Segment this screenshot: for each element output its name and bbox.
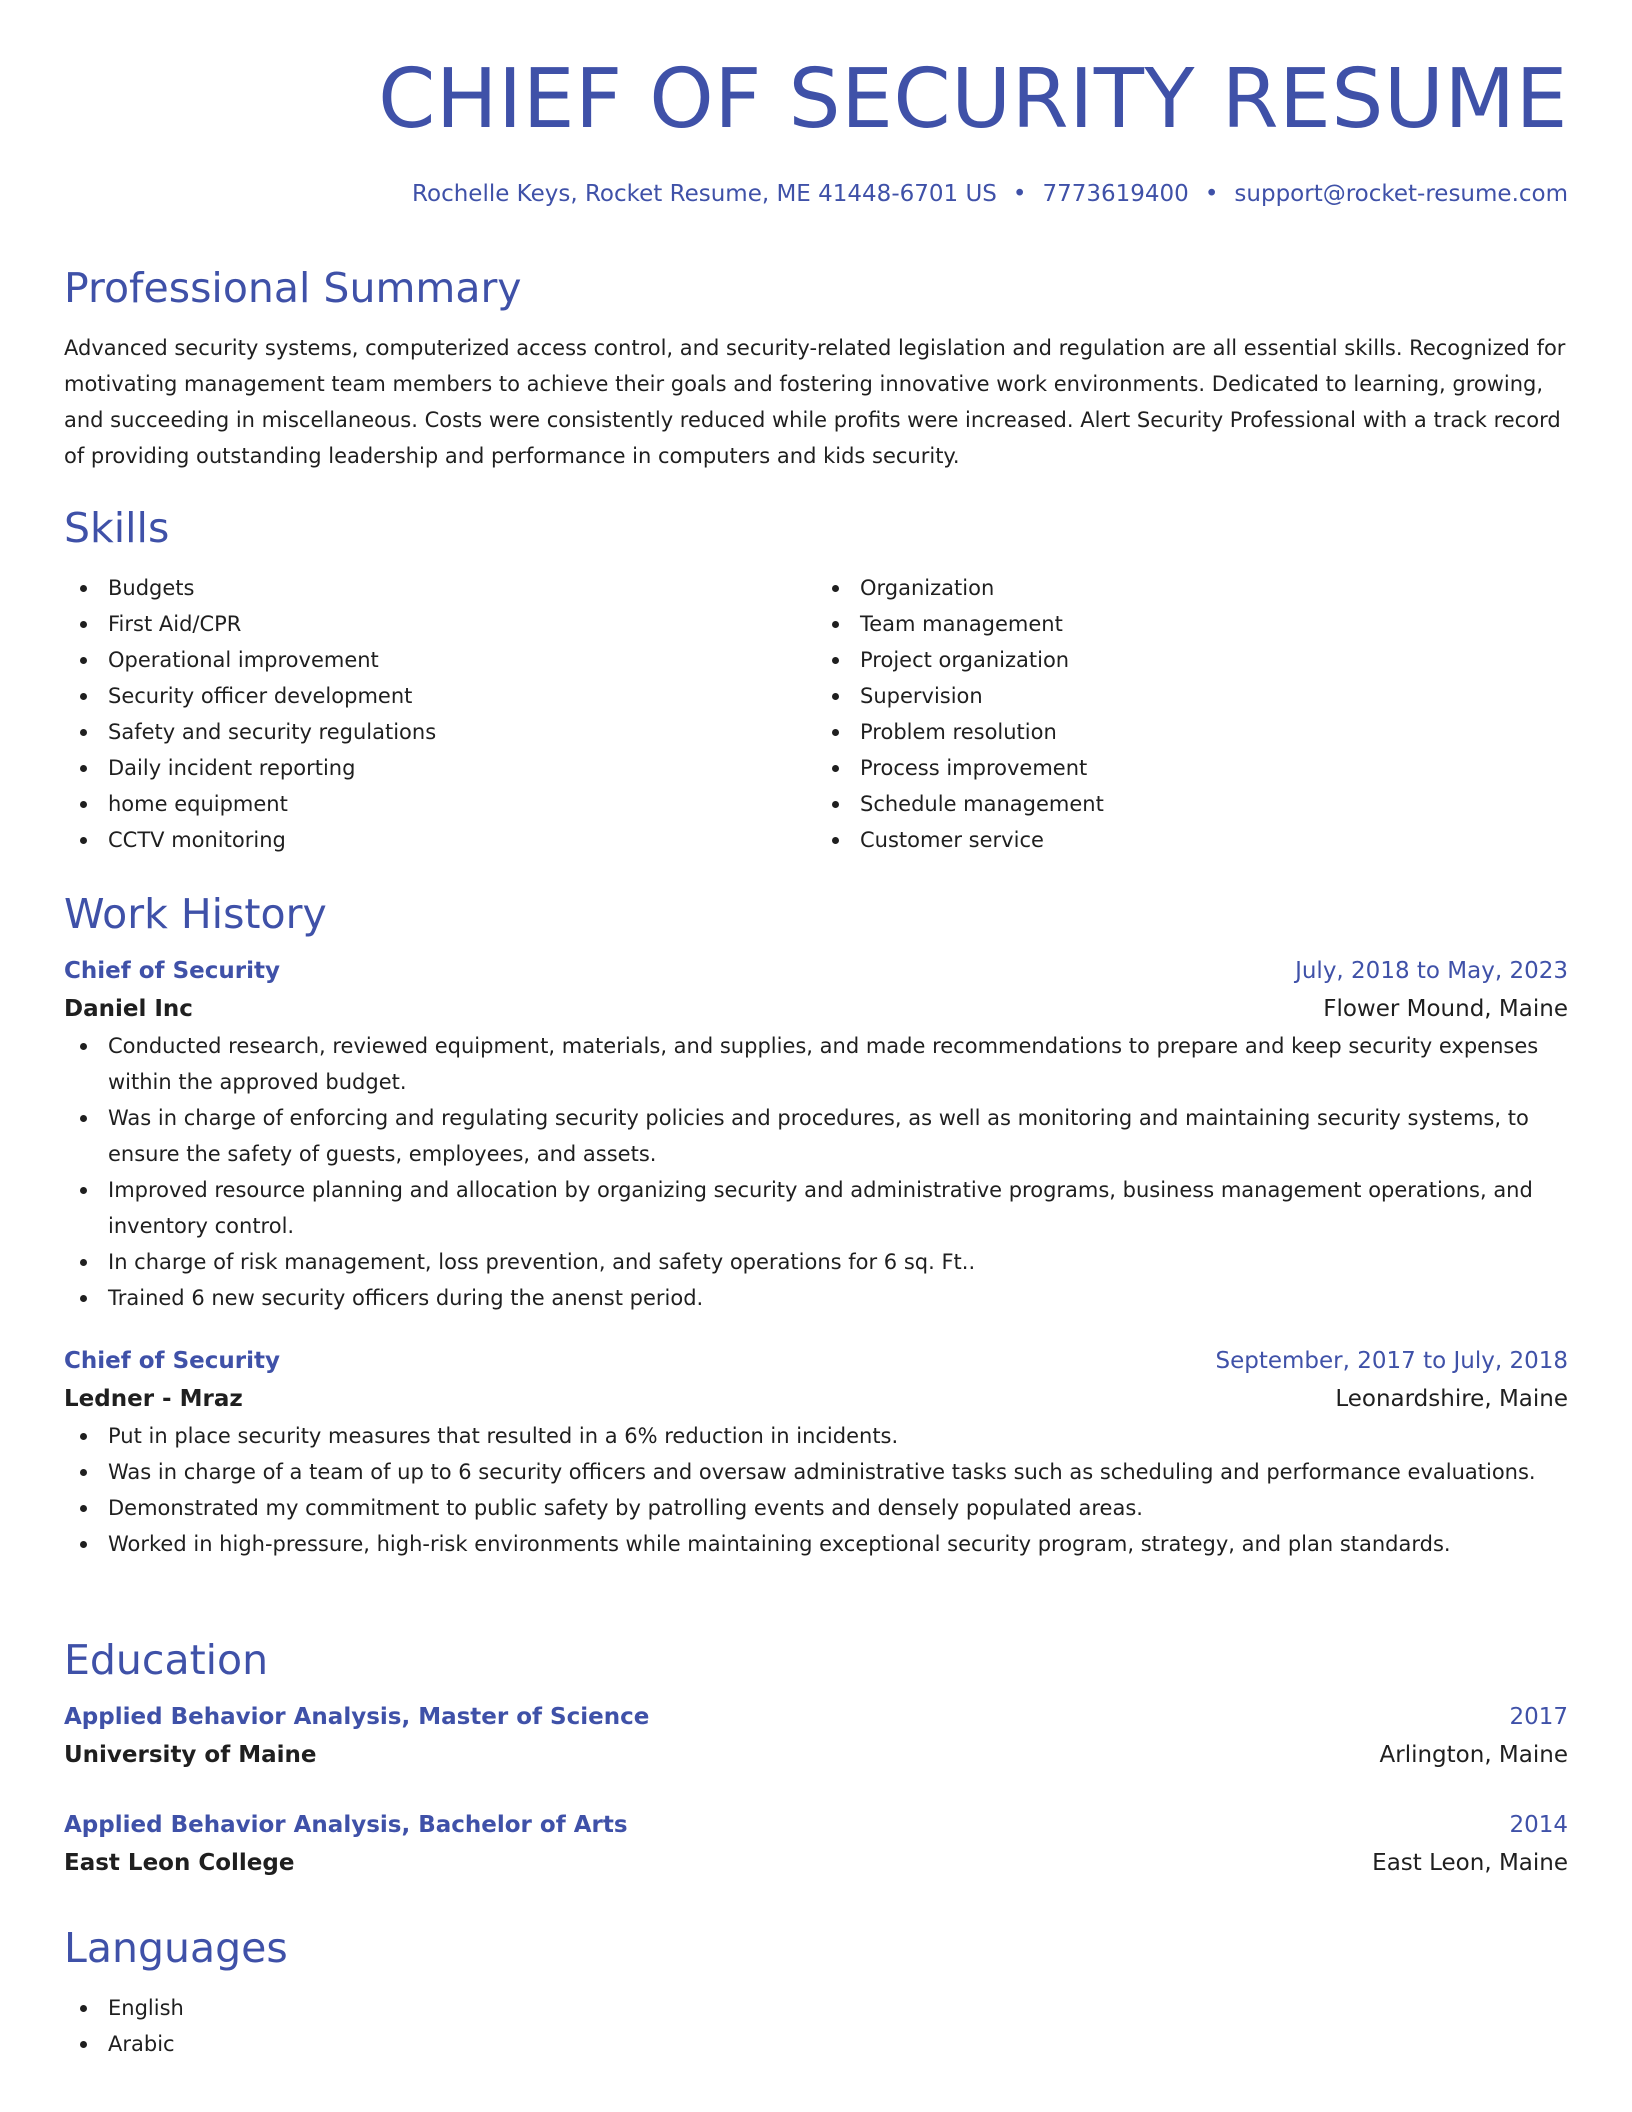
job-header-row [64, 1342, 1568, 1380]
list-item: Was in charge of a team of up to 6 security officers and oversaw administrative tasks such as scheduling and performance evaluations. [64, 1454, 1568, 1490]
skills-columns [64, 570, 1568, 858]
education-heading: Education [64, 1636, 269, 1684]
list-item: Daily incident reporting [64, 750, 816, 786]
contact-separator: • [1012, 181, 1027, 207]
education-entry [64, 1806, 1568, 1882]
job-entry [64, 1342, 1568, 1562]
list-item: Trained 6 new security officers during the anenst period. [64, 1280, 1568, 1316]
list-item: Problem resolution [816, 714, 1568, 750]
education-section [64, 1634, 1568, 1882]
languages-section [64, 1922, 1568, 2062]
job-bullets [64, 1418, 1568, 1562]
job-dates: July, 2018 to May, 2023 [1295, 958, 1568, 984]
work-section [64, 888, 1568, 1562]
list-item: Arabic [64, 2026, 1568, 2062]
contact-separator: • [1204, 181, 1219, 207]
education-degree: Applied Behavior Analysis, Bachelor of Arts [64, 1812, 628, 1838]
summary-text: Advanced security systems, computerized access control, and security-related legislation and regulation are all essential skills. Recognized for motivating management team members to achieve their goals and fostering innovative work environments. Dedicated to learning, growing, and succeeding in miscellaneous. Costs were consistently reduced while profits were increased. Alert Security Professional with a track record of providing outstanding leadership and performance in computers and kids security. [64, 336, 1566, 468]
list-item: Operational improvement [64, 642, 816, 678]
contact-address: Rochelle Keys, Rocket Resume, ME 41448-6701 US [412, 181, 997, 207]
list-item: First Aid/CPR [64, 606, 816, 642]
list-item: Was in charge of enforcing and regulating security policies and procedures, as well as monitoring and maintaining security systems, to ensure the safety of guests, employees, and assets. [64, 1100, 1568, 1172]
job-bullets [64, 1028, 1568, 1316]
job-location: Leonardshire, Maine [1335, 1386, 1568, 1412]
list-item: Worked in high-pressure, high-risk environments while maintaining exceptional security program, strategy, and plan standards. [64, 1526, 1568, 1562]
job-header-row [64, 952, 1568, 990]
contact-phone: 7773619400 [1042, 181, 1189, 207]
list-item: In charge of risk management, loss prevention, and safety operations for 6 sq. Ft.. [64, 1244, 1568, 1280]
contact-email: support@rocket-resume.com [1234, 181, 1568, 207]
summary-heading: Professional Summary [64, 264, 522, 312]
list-item: Process improvement [816, 750, 1568, 786]
skills-section [64, 502, 1568, 858]
education-header-row [64, 1806, 1568, 1844]
education-degree: Applied Behavior Analysis, Master of Science [64, 1704, 650, 1730]
skills-heading: Skills [64, 504, 170, 552]
summary-section [64, 262, 1568, 474]
list-item: Team management [816, 606, 1568, 642]
list-item: CCTV monitoring [64, 822, 816, 858]
education-location: East Leon, Maine [1372, 1850, 1568, 1876]
job-company: Daniel Inc [64, 996, 193, 1022]
job-entry [64, 952, 1568, 1316]
list-item: Budgets [64, 570, 816, 606]
list-item: Security officer development [64, 678, 816, 714]
list-item: Demonstrated my commitment to public safety by patrolling events and densely populated areas. [64, 1490, 1568, 1526]
work-heading: Work History [64, 890, 327, 938]
education-school: University of Maine [64, 1742, 317, 1768]
job-title: Chief of Security [64, 958, 280, 984]
list-item: Supervision [816, 678, 1568, 714]
languages-list [64, 1990, 1568, 2062]
list-item: Organization [816, 570, 1568, 606]
list-item: Put in place security measures that resulted in a 6% reduction in incidents. [64, 1418, 1568, 1454]
education-school-row [64, 1736, 1568, 1774]
list-item: English [64, 1990, 1568, 2026]
education-header-row [64, 1698, 1568, 1736]
list-item: Conducted research, reviewed equipment, materials, and supplies, and made recommendations to prepare and keep security expenses within the approved budget. [64, 1028, 1568, 1100]
job-company-row [64, 1380, 1568, 1418]
education-school-row [64, 1844, 1568, 1882]
list-item: Project organization [816, 642, 1568, 678]
list-item: Safety and security regulations [64, 714, 816, 750]
job-dates: September, 2017 to July, 2018 [1215, 1348, 1568, 1374]
education-year: 2014 [1509, 1812, 1568, 1838]
contact-line [412, 178, 1568, 210]
list-item: Customer service [816, 822, 1568, 858]
languages-heading: Languages [64, 1924, 288, 1972]
list-item: Improved resource planning and allocation by organizing security and administrative programs, business management operations, and inventory control. [64, 1172, 1568, 1244]
list-item: Schedule management [816, 786, 1568, 822]
education-entry [64, 1698, 1568, 1774]
job-company: Ledner - Mraz [64, 1386, 243, 1412]
job-location: Flower Mound, Maine [1323, 996, 1568, 1022]
education-location: Arlington, Maine [1379, 1742, 1568, 1768]
skills-list-right [816, 570, 1568, 858]
job-title: Chief of Security [64, 1348, 280, 1374]
skills-list-left [64, 570, 816, 858]
education-school: East Leon College [64, 1850, 295, 1876]
education-year: 2017 [1509, 1704, 1568, 1730]
resume-title: CHIEF OF SECURITY RESUME [378, 52, 1568, 147]
job-company-row [64, 990, 1568, 1028]
list-item: home equipment [64, 786, 816, 822]
